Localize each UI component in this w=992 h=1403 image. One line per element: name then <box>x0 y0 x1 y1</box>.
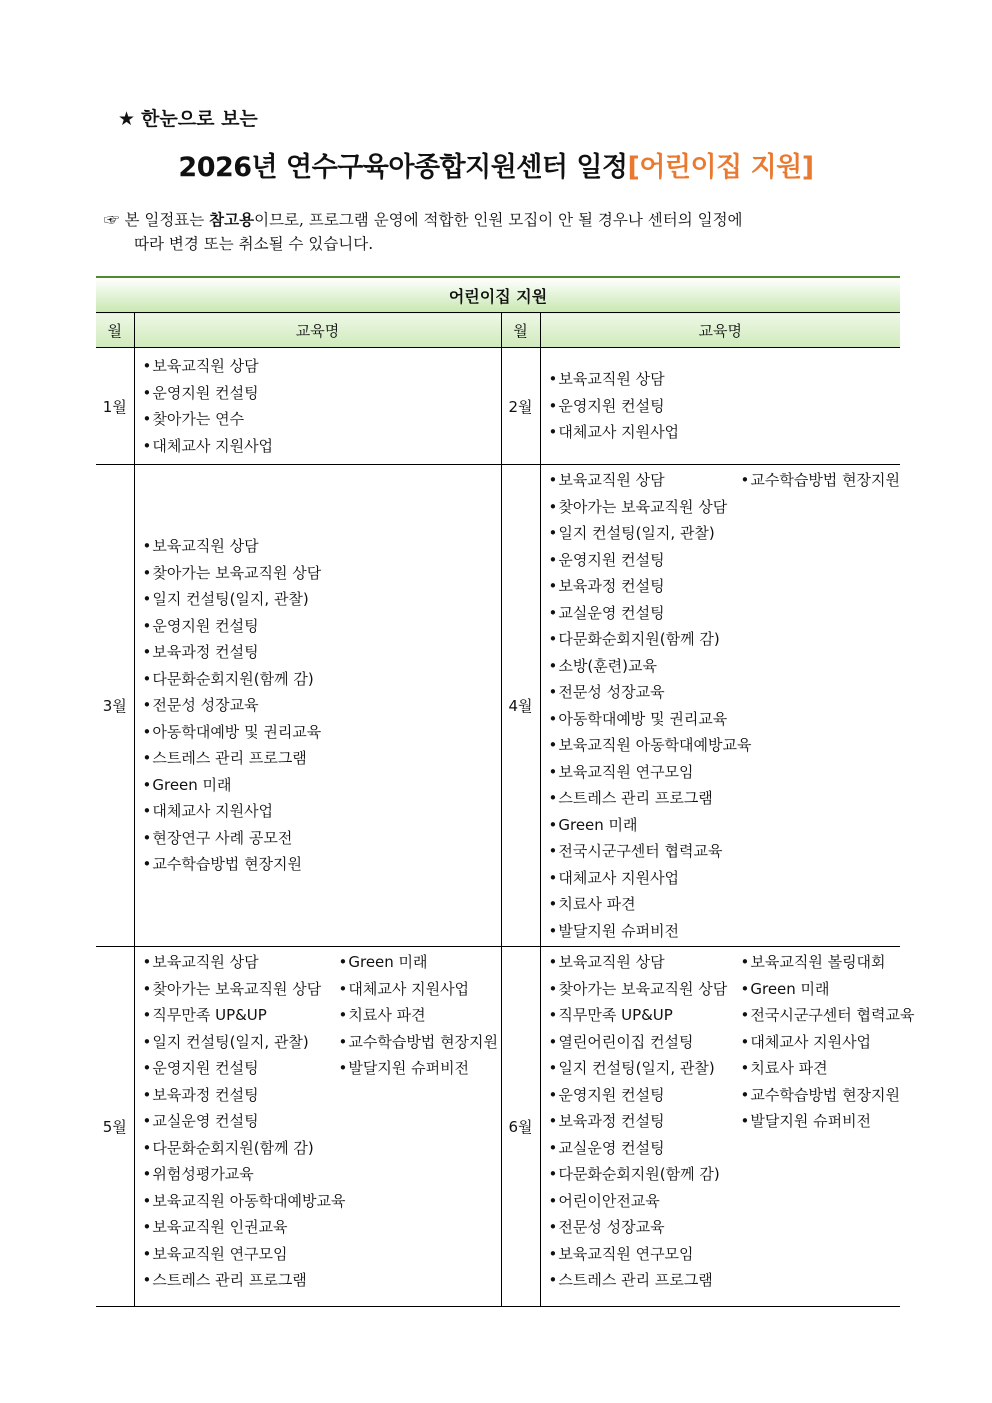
list-item: • 직무만족 UP&UP <box>143 1002 339 1029</box>
month-cell: 6월 <box>501 947 540 1307</box>
edu-list <box>741 949 915 1294</box>
list-item: • 스트레스 관리 프로그램 <box>549 785 741 812</box>
title-highlight: [어린이집 지원] <box>627 152 814 183</box>
list-item: • 운영지원 컨설팅 <box>549 547 741 574</box>
list-item: • 보육과정 컨설팅 <box>549 1108 741 1135</box>
edu-list <box>549 467 752 944</box>
list-item: • 보육과정 컨설팅 <box>143 1082 339 1109</box>
list-item: • 보육교직원 상담 <box>143 533 501 560</box>
list-item: • 보육교직원 상담 <box>143 949 339 976</box>
month-cell: 4월 <box>501 465 540 947</box>
list-item: • 아동학대예방 및 권리교육 <box>549 706 741 733</box>
table-header-row <box>96 313 900 348</box>
list-item: • 열린어린이집 컨설팅 <box>549 1029 741 1056</box>
list-item: • 교수학습방법 현장지원 <box>741 467 901 494</box>
col-edu-right: 교육명 <box>540 313 900 348</box>
list-item: • 전국시군구센터 협력교육 <box>549 838 741 865</box>
list-item: • 찾아가는 연수 <box>143 406 501 433</box>
list-item: • 일지 컨설팅(일지, 관찰) <box>143 1029 339 1056</box>
list-item: • 교수학습방법 현장지원 <box>339 1029 499 1056</box>
col-edu-left: 교육명 <box>134 313 501 348</box>
list-item: • 보육교직원 상담 <box>143 353 501 380</box>
edu-cell <box>540 348 900 465</box>
list-item: • 전문성 성장교육 <box>549 1214 741 1241</box>
list-item: • 전문성 성장교육 <box>549 679 741 706</box>
list-item: • 대체교사 지원사업 <box>549 419 901 446</box>
list-item: • 보육교직원 인권교육 <box>143 1214 339 1241</box>
list-item: • 대체교사 지원사업 <box>549 865 741 892</box>
list-item: • 소방(훈련)교육 <box>549 653 741 680</box>
month-cell: 2월 <box>501 348 540 465</box>
list-item: • 다문화순회지원(함께 감) <box>549 1161 741 1188</box>
subtitle-text: 한눈으로 보는 <box>141 108 258 130</box>
list-item: • 운영지원 컨설팅 <box>143 613 501 640</box>
notice-bold: 참고용 <box>209 210 255 229</box>
list-item: • 직무만족 UP&UP <box>549 1002 741 1029</box>
edu-list <box>143 533 501 878</box>
list-item: • 치료사 파견 <box>549 891 741 918</box>
list-item: • 대체교사 지원사업 <box>741 1029 915 1056</box>
heading-subtitle <box>118 104 258 131</box>
list-item: • 찾아가는 보육교직원 상담 <box>549 976 741 1003</box>
list-item: • 운영지원 컨설팅 <box>549 393 901 420</box>
list-item: • Green 미래 <box>549 812 741 839</box>
notice <box>104 208 894 256</box>
list-item: • 찾아가는 보육교직원 상담 <box>549 494 741 521</box>
edu-list <box>549 366 901 446</box>
edu-list <box>143 949 346 1294</box>
edu-cell <box>134 348 501 465</box>
list-item: • 교수학습방법 현장지원 <box>143 851 501 878</box>
list-item: • 다문화순회지원(함께 감) <box>143 666 501 693</box>
list-item: • 대체교사 지원사업 <box>143 433 501 460</box>
edu-list <box>549 949 741 1294</box>
col-month-right: 월 <box>501 313 540 348</box>
list-item: • Green 미래 <box>143 772 501 799</box>
edu-list <box>741 467 901 944</box>
list-item: • 보육교직원 연구모임 <box>143 1241 339 1268</box>
list-item: • 일지 컨설팅(일지, 관찰) <box>549 520 741 547</box>
list-item: • 교실운영 컨설팅 <box>143 1108 339 1135</box>
edu-cell <box>540 465 900 947</box>
edu-list <box>143 353 501 459</box>
month-cell: 3월 <box>96 465 134 947</box>
edu-cell <box>134 465 501 947</box>
list-item: • 보육교직원 아동학대예방교육 <box>549 732 741 759</box>
list-item: • 보육교직원 상담 <box>549 949 741 976</box>
list-item: • 일지 컨설팅(일지, 관찰) <box>549 1055 741 1082</box>
list-item: • 스트레스 관리 프로그램 <box>143 1267 339 1294</box>
title-main: 2026년 연수구육아종합지원센터 일정 <box>178 152 628 183</box>
edu-cell <box>134 947 501 1307</box>
table-caption: 어린이집 지원 <box>96 277 900 313</box>
list-item: • 교실운영 컨설팅 <box>549 1135 741 1162</box>
list-item: • 일지 컨설팅(일지, 관찰) <box>143 586 501 613</box>
edu-cell <box>540 947 915 1307</box>
pointing-hand-icon: ☞ <box>104 211 120 229</box>
list-item: • 교수학습방법 현장지원 <box>741 1082 915 1109</box>
list-item: • 전국시군구센터 협력교육 <box>741 1002 915 1029</box>
list-item: • 스트레스 관리 프로그램 <box>549 1267 741 1294</box>
list-item: • 어린이안전교육 <box>549 1188 741 1215</box>
list-item: • 현장연구 사례 공모전 <box>143 825 501 852</box>
list-item: • 운영지원 컨설팅 <box>143 1055 339 1082</box>
list-item: • 대체교사 지원사업 <box>143 798 501 825</box>
month-cell: 1월 <box>96 348 134 465</box>
list-item: • 보육교직원 상담 <box>549 467 741 494</box>
list-item: • 보육교직원 볼링대회 <box>741 949 915 976</box>
list-item: • 찾아가는 보육교직원 상담 <box>143 976 339 1003</box>
col-month-left: 월 <box>96 313 134 348</box>
table-row <box>96 465 900 947</box>
list-item: • 위험성평가교육 <box>143 1161 339 1188</box>
page-title <box>0 145 992 184</box>
schedule-table <box>96 276 915 1307</box>
star-icon: ★ <box>118 108 136 130</box>
list-item: • 아동학대예방 및 권리교육 <box>143 719 501 746</box>
list-item: • 치료사 파견 <box>741 1055 915 1082</box>
table-row <box>96 947 900 1307</box>
list-item: • 보육교직원 상담 <box>549 366 901 393</box>
list-item: • 발달지원 슈퍼비전 <box>741 1108 915 1135</box>
list-item: • 보육교직원 아동학대예방교육 <box>143 1188 339 1215</box>
edu-list <box>339 949 499 1294</box>
list-item: • 스트레스 관리 프로그램 <box>143 745 501 772</box>
list-item: • 다문화순회지원(함께 감) <box>549 626 741 653</box>
list-item: • 전문성 성장교육 <box>143 692 501 719</box>
month-cell: 5월 <box>96 947 134 1307</box>
list-item: • 다문화순회지원(함께 감) <box>143 1135 339 1162</box>
list-item: • 발달지원 슈퍼비전 <box>339 1055 499 1082</box>
notice-line-1: ☞ 본 일정표는 참고용이므로, 프로그램 운영에 적합한 인원 모집이 안 될 경우나 센터의 일정에 <box>104 210 743 229</box>
table-row <box>96 348 900 465</box>
list-item: • Green 미래 <box>741 976 915 1003</box>
list-item: • 보육과정 컨설팅 <box>549 573 741 600</box>
list-item: • 발달지원 슈퍼비전 <box>549 918 741 945</box>
list-item: • 대체교사 지원사업 <box>339 976 499 1003</box>
notice-line-2: 따라 변경 또는 취소될 수 있습니다. <box>134 235 374 253</box>
list-item: • 찾아가는 보육교직원 상담 <box>143 560 501 587</box>
list-item: • 보육교직원 연구모임 <box>549 1241 741 1268</box>
list-item: • 보육과정 컨설팅 <box>143 639 501 666</box>
list-item: • 운영지원 컨설팅 <box>549 1082 741 1109</box>
list-item: • 교실운영 컨설팅 <box>549 600 741 627</box>
list-item: • 운영지원 컨설팅 <box>143 380 501 407</box>
list-item: • 치료사 파견 <box>339 1002 499 1029</box>
list-item: • 보육교직원 연구모임 <box>549 759 741 786</box>
list-item: • Green 미래 <box>339 949 499 976</box>
